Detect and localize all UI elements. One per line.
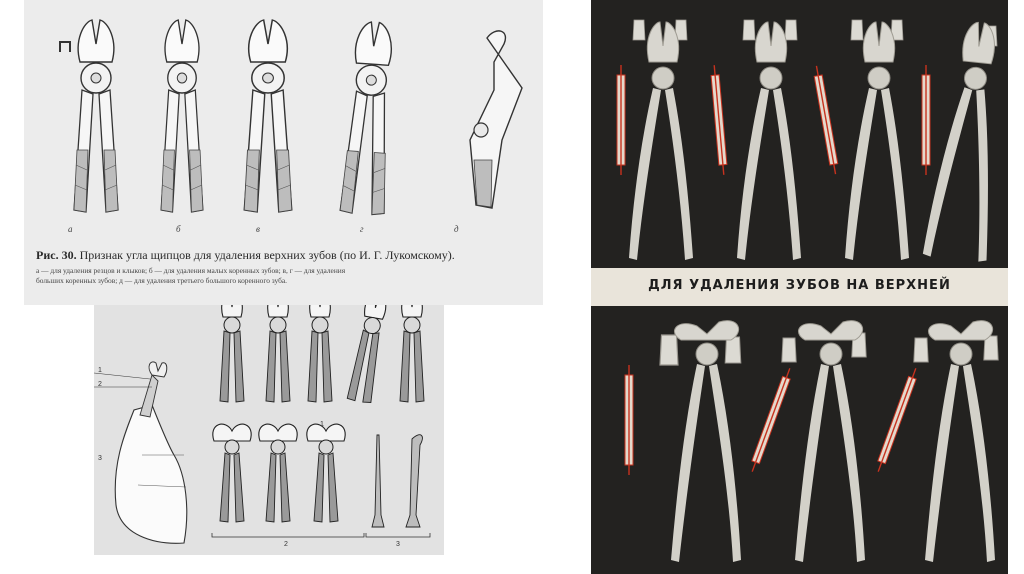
forceps-row1-2	[266, 305, 290, 402]
forceps-figure-top	[24, 0, 543, 305]
forceps-drawings-bottom	[94, 305, 444, 555]
caption-label: Рис. 30.	[36, 248, 77, 262]
label-num-3: 3	[98, 455, 102, 462]
tool-letter-d: д	[454, 224, 459, 234]
forceps-row2-2	[259, 424, 297, 522]
poster-forceps-4	[923, 19, 1008, 262]
forceps-g	[340, 21, 397, 216]
forceps-row1-5	[400, 305, 424, 402]
poster-photo	[591, 0, 1008, 574]
forceps-figure-bottom	[94, 305, 444, 555]
hand-holding-forceps	[115, 362, 187, 543]
angle-marker-6	[748, 367, 793, 473]
poster-lower-section	[625, 321, 998, 562]
tool-letter-b: б	[176, 224, 181, 234]
forceps-b	[161, 20, 203, 212]
angle-marker-3	[813, 65, 840, 175]
label-num-row2: 2	[284, 541, 288, 548]
forceps-row1-1	[220, 305, 244, 402]
angle-marker-5	[625, 365, 633, 475]
tool-letter-a: а	[68, 224, 73, 234]
elevator-straight	[372, 435, 384, 527]
tool-letter-v: в	[256, 224, 260, 234]
forceps-d	[470, 31, 522, 208]
poster-forceps-2	[737, 22, 801, 260]
tooth-outline-icon	[60, 42, 70, 52]
poster-forceps-1	[629, 22, 693, 260]
caption-description	[36, 266, 536, 286]
poster-forceps-3	[845, 22, 909, 260]
forceps-row1-4	[347, 305, 390, 403]
caption-desc-line-2: больших коренных зубов; д — для удаления третьего большого коренного зуба.	[36, 276, 288, 285]
forceps-row2-1	[213, 424, 251, 522]
label-num-2: 2	[98, 381, 102, 388]
caption-title: Признак угла щипцов для удаления верхних зубов (по И. Г. Лукомскому).	[79, 248, 455, 262]
forceps-a	[74, 20, 118, 212]
forceps-row2-3	[307, 424, 345, 522]
elevator-curved	[406, 435, 422, 527]
forceps-drawings-top	[24, 0, 543, 245]
caption-desc-line-1: а — для удаления резцов и клыков; б — для удаления малых коренных зубов; в, г — для удаления	[36, 266, 346, 275]
label-num-row1: 1	[320, 421, 324, 428]
label-num-elevators: 3	[396, 541, 400, 548]
angle-marker-4	[922, 65, 930, 175]
angle-marker-1	[617, 65, 625, 175]
label-num-1: 1	[98, 367, 102, 374]
angle-marker-7	[874, 367, 919, 473]
forceps-row1-3	[308, 305, 332, 402]
angle-marker-2	[710, 65, 728, 175]
poster-heading: ДЛЯ УДАЛЕНИЯ ЗУБОВ НА ВЕРХНЕЙ	[648, 278, 951, 293]
tool-letter-g: г	[360, 224, 364, 234]
forceps-v	[244, 20, 292, 212]
figure-caption	[36, 248, 536, 262]
poster-upper-section	[617, 19, 1008, 262]
